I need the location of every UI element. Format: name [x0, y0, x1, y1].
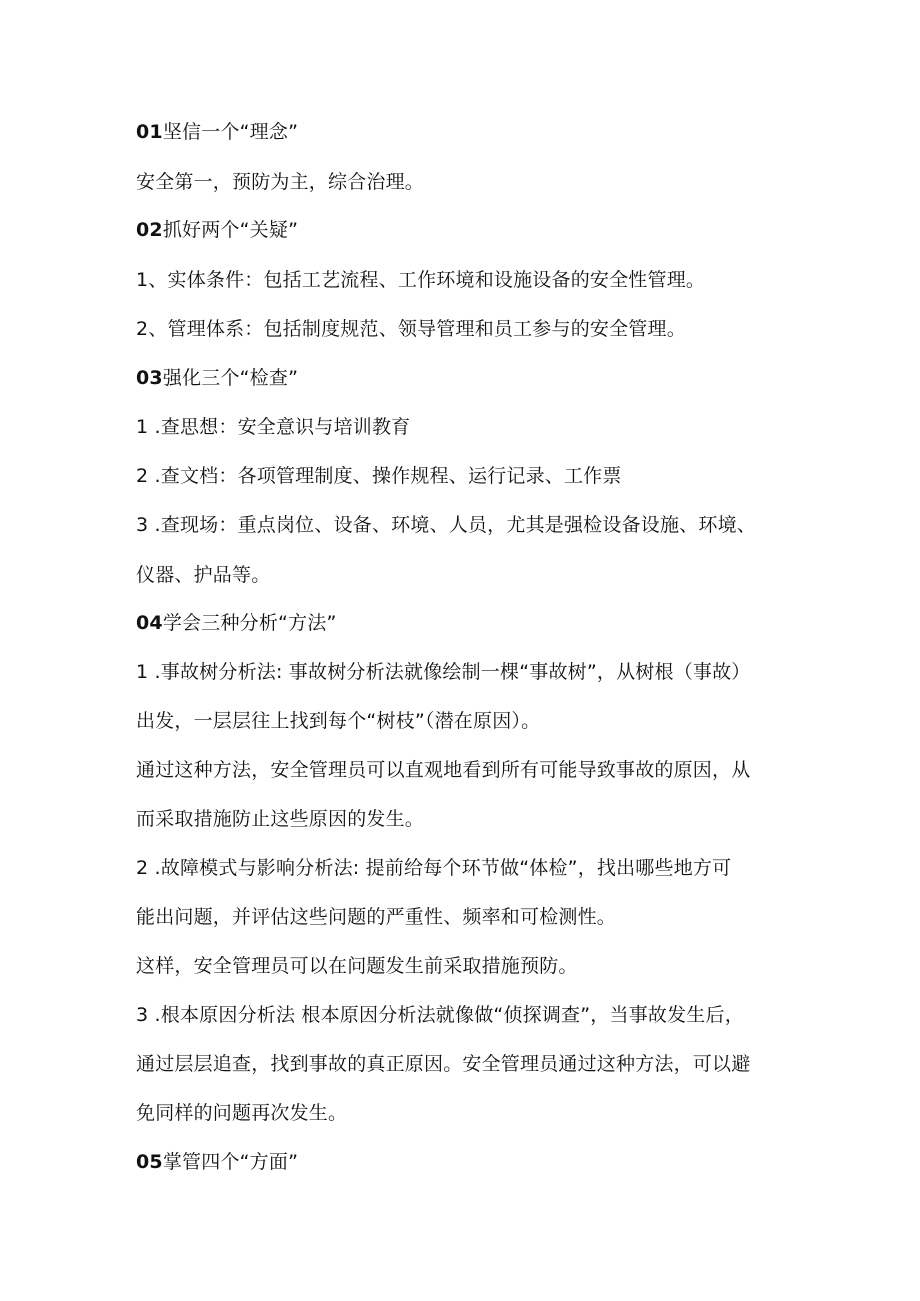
paragraph-line: 通过层层追查，找到事故的真正原因。安全管理员通过这种方法，可以避	[136, 1053, 751, 1075]
section-heading-05	[136, 1148, 298, 1176]
section-heading-03	[136, 364, 298, 392]
paragraph-line: 通过这种方法，安全管理员可以直观地看到所有可能导致事故的原因，从	[136, 759, 751, 781]
paragraph-line: 安全第一，预防为主，综合治理。	[136, 171, 425, 193]
paragraph-line: 3 .根本原因分析法 根本原因分析法就像做“侦探调查”，当事故发生后，	[136, 1004, 744, 1026]
paragraph-line: 这样，安全管理员可以在问题发生前采取措施预防。	[136, 955, 578, 977]
section-title: 坚信一个“理念”	[162, 121, 299, 143]
section-title: 学会三种分析“方法”	[162, 612, 337, 634]
section-heading-04	[136, 609, 337, 637]
section-number: 05	[136, 1151, 163, 1173]
paragraph-line: 能出问题，并评估这些问题的严重性、频率和可检测性。	[136, 906, 617, 928]
paragraph-line: 而采取措施防止这些原因的发生。	[136, 808, 425, 830]
section-number: 02	[136, 219, 163, 241]
section-heading-01	[136, 118, 298, 146]
paragraph-line: 2 .故障模式与影响分析法: 提前给每个环节做“体检”，找出哪些地方可	[136, 857, 732, 879]
section-title: 强化三个“检查”	[162, 367, 299, 389]
paragraph-line: 1、实体条件：包括工艺流程、工作环境和设施设备的安全性管理。	[136, 269, 706, 291]
section-heading-02	[136, 216, 298, 244]
section-number: 04	[136, 612, 163, 634]
paragraph-line: 仪器、护品等。	[136, 564, 271, 586]
section-title: 掌管四个“方面”	[162, 1151, 299, 1173]
section-number: 01	[136, 121, 163, 143]
paragraph-line: 1 .查思想：安全意识与培训教育	[136, 416, 411, 438]
section-title: 抓好两个“关疑”	[162, 219, 299, 241]
paragraph-line: 出发，一层层往上找到每个“树枝”（潜在原因）。	[136, 710, 541, 732]
paragraph-line: 1 .事故树分析法: 事故树分析法就像绘制一棵“事故树”，从树根（事故）	[136, 661, 751, 683]
paragraph-line: 2 .查文档：各项管理制度、操作规程、运行记录、工作票	[136, 465, 622, 487]
section-number: 03	[136, 367, 163, 389]
paragraph-line: 3 .查现场：重点岗位、设备、环境、人员，尤其是强检设备设施、环境、	[136, 514, 756, 536]
paragraph-line: 免同样的问题再次发生。	[136, 1102, 348, 1124]
paragraph-line: 2、管理体系：包括制度规范、领导管理和员工参与的安全管理。	[136, 318, 686, 340]
